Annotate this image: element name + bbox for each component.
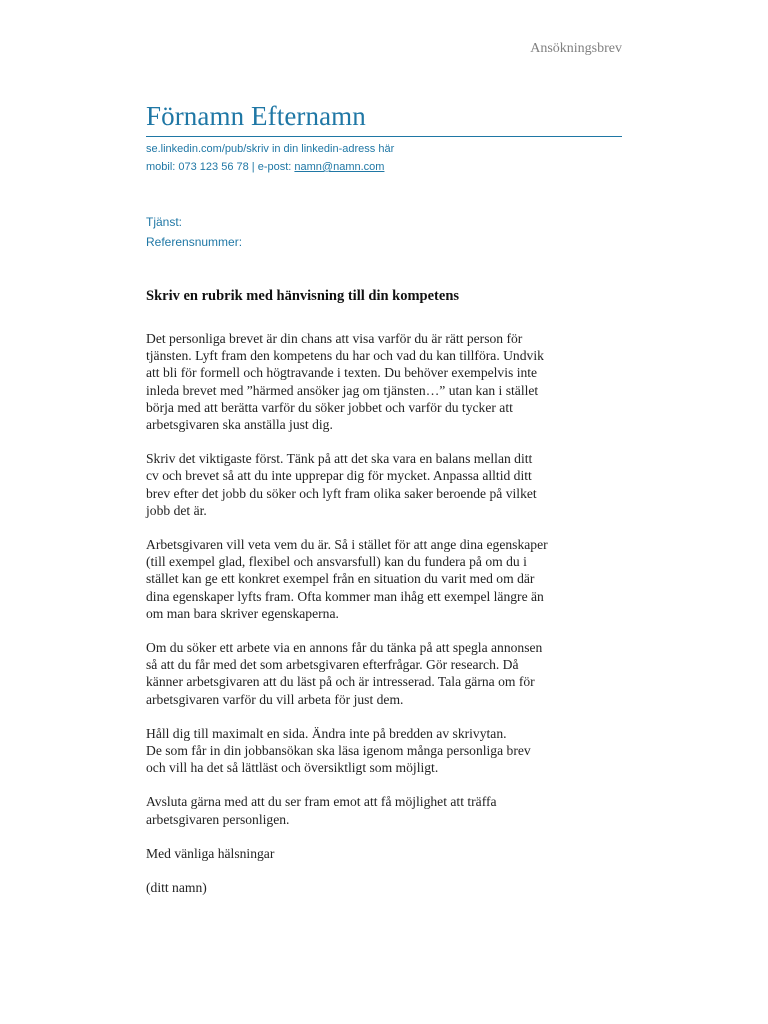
body-line: så att du får med det som arbetsgivaren efterfrågar. Gör research. Då: [146, 657, 519, 673]
body-line: om man bara skriver egenskaperna.: [146, 605, 339, 621]
service-field-label: Tjänst:: [146, 215, 183, 229]
body-line: arbetsgivaren ska anställa just dig.: [146, 417, 333, 433]
body-line: cv och brevet så att du inte upprepar dig för mycket. Anpassa alltid ditt: [146, 468, 532, 484]
body-line: Skriv det viktigaste först. Tänk på att det ska vara en balans mellan ditt: [146, 451, 533, 467]
body-line: (till exempel glad, flexibel och ansvarsfull) kan du fundera på om du i: [146, 554, 527, 570]
body-line: att bli för formell och högtravande i texten. Du behöver exempelvis inte: [146, 365, 538, 381]
body-line: känner arbetsgivaren att du läst på och är intresserad. Tala gärna om för: [146, 674, 535, 690]
body-line: och vill ha det så lättläst och översiktligt som möjligt.: [146, 760, 439, 776]
linkedin-line: se.linkedin.com/pub/skriv in din linkedin-adress här: [146, 143, 395, 155]
paragraph-advert: [146, 639, 606, 708]
paragraph-personality: [146, 536, 606, 622]
paragraph-closing: [146, 793, 606, 827]
body-line: inleda brevet med ”härmed ansöker jag om tjänsten…” utan kan i stället: [146, 382, 539, 398]
phone-text: mobil: 073 123 56 78 | e-post:: [146, 161, 292, 173]
body-line: arbetsgivaren personligen.: [146, 811, 290, 827]
body-line: Om du söker ett arbete via en annons får du tänka på att spegla annonsen: [146, 640, 543, 656]
letter-body: [146, 330, 606, 913]
email-link[interactable]: namn@namn.com: [294, 161, 385, 173]
signature-placeholder: [146, 879, 606, 896]
header-divider: [146, 136, 622, 137]
body-line: tjänsten. Lyft fram den kompetens du har och vad du kan tillföra. Undvik: [146, 348, 544, 364]
body-line: arbetsgivaren varför du vill arbeta för just dem.: [146, 691, 404, 707]
body-line: De som får in din jobbansökan ska läsa igenom många personliga brev: [146, 743, 531, 759]
paragraph-priorities: [146, 450, 606, 519]
body-line: Håll dig till maximalt en sida. Ändra inte på bredden av skrivytan.: [146, 725, 507, 741]
body-line: Med vänliga hälsningar: [146, 845, 275, 861]
body-line: brev efter det jobb du söker och lyft fram olika saker beroende på vilket: [146, 485, 537, 501]
reference-field-label: Referensnummer:: [146, 235, 243, 249]
applicant-name: Förnamn Efternamn: [146, 101, 366, 131]
body-line: börja med att berätta varför du söker jobbet och varför du tycker att: [146, 399, 513, 415]
body-line: (ditt namn): [146, 880, 207, 896]
sign-off: [146, 845, 606, 862]
body-line: stället kan ge ett konkret exempel från en situation du varit med om där: [146, 571, 535, 587]
paragraph-intro: [146, 330, 606, 433]
body-line: Arbetsgivaren vill veta vem du är. Så i stället för att ange dina egenskaper: [146, 537, 548, 553]
contact-line: [146, 161, 384, 173]
body-line: Avsluta gärna med att du ser fram emot att få möjlighet att träffa: [146, 794, 497, 810]
paragraph-length: [146, 725, 606, 777]
letter-heading: Skriv en rubrik med hänvisning till din kompetens: [146, 288, 460, 304]
body-line: jobb det är.: [146, 502, 207, 518]
body-line: Det personliga brevet är din chans att visa varför du är rätt person för: [146, 331, 523, 346]
body-line: dina egenskaper lyfts fram. Ofta kommer man ihåg ett exempel längre än: [146, 588, 544, 604]
document-type-label: Ansökningsbrev: [530, 41, 622, 56]
